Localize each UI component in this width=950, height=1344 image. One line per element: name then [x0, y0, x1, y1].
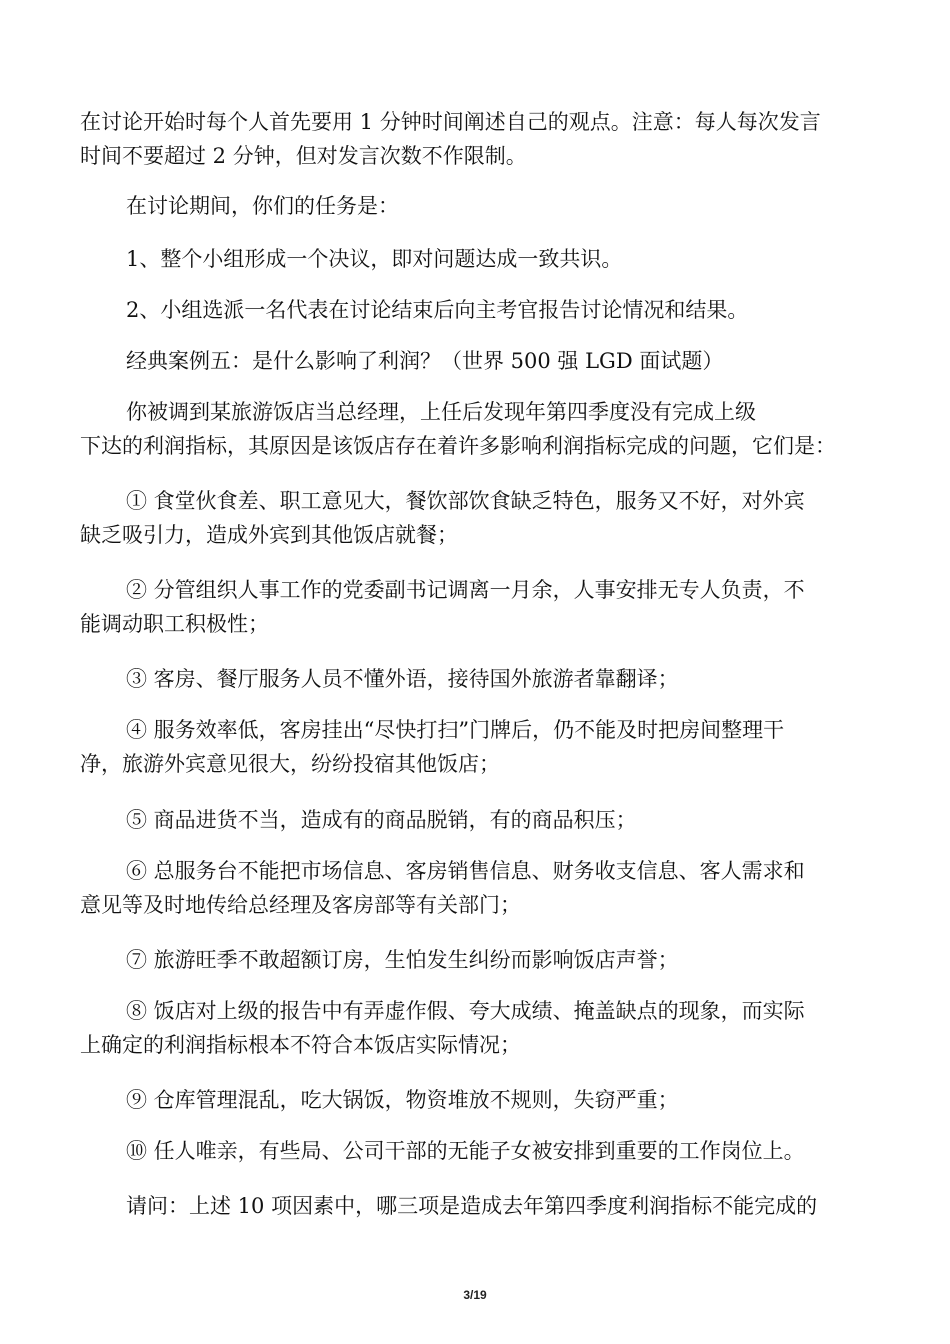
- case-intro-line-2: 下达的利润指标，其原因是该饭店存在着许多影响利润指标完成的问题，它们是：: [80, 434, 836, 458]
- task-item-2: 2、小组选派一名代表在讨论结束后向主考官报告讨论情况和结果。: [126, 298, 749, 322]
- question: 请问：上述 10 项因素中，哪三项是造成去年第四季度利润指标不能完成的: [126, 1194, 818, 1218]
- task-item-1: 1、整个小组形成一个决议，即对问题达成一致共识。: [126, 247, 623, 271]
- factor-9: ⑨ 仓库管理混乱，吃大锅饭，物资堆放不规则，失窃严重；: [126, 1088, 679, 1112]
- paragraph-1-line-2: 时间不要超过 2 分钟，但对发言次数不作限制。: [80, 144, 527, 168]
- factor-4-line-1: ④ 服务效率低，客房挂出“尽快打扫”门牌后，仍不能及时把房间整理干: [126, 718, 785, 742]
- factor-3: ③ 客房、餐厅服务人员不懂外语，接待国外旅游者靠翻译；: [126, 667, 679, 691]
- case-title: 经典案例五：是什么影响了利润？（世界 500 强 LGD 面试题）: [126, 349, 724, 373]
- factor-8-line-1: ⑧ 饭店对上级的报告中有弄虚作假、夸大成绩、掩盖缺点的现象，而实际: [126, 999, 805, 1023]
- factor-6-line-2: 意见等及时地传给总经理及客房部等有关部门；: [80, 893, 521, 917]
- factor-4-line-2: 净，旅游外宾意见很大，纷纷投宿其他饭店；: [80, 752, 500, 776]
- factor-5: ⑤ 商品进货不当，造成有的商品脱销，有的商品积压；: [126, 808, 637, 832]
- task-intro: 在讨论期间，你们的任务是：: [126, 194, 399, 218]
- factor-2-line-1: ② 分管组织人事工作的党委副书记调离一月余，人事安排无专人负责，不: [126, 578, 805, 602]
- factor-1-line-2: 缺乏吸引力，造成外宾到其他饭店就餐；: [80, 523, 458, 547]
- factor-8-line-2: 上确定的利润指标根本不符合本饭店实际情况；: [80, 1033, 521, 1057]
- factor-2-line-2: 能调动职工积极性；: [80, 612, 269, 636]
- case-intro-line-1: 你被调到某旅游饭店当总经理，上任后发现年第四季度没有完成上级: [126, 400, 756, 424]
- factor-7: ⑦ 旅游旺季不敢超额订房，生怕发生纠纷而影响饭店声誉；: [126, 948, 679, 972]
- factor-10: ⑩ 任人唯亲，有些局、公司干部的无能子女被安排到重要的工作岗位上。: [126, 1139, 805, 1163]
- factor-1-line-1: ① 食堂伙食差、职工意见大，餐饮部饮食缺乏特色，服务又不好，对外宾: [126, 489, 805, 513]
- page-number: 3/19: [463, 1288, 487, 1302]
- factor-6-line-1: ⑥ 总服务台不能把市场信息、客房销售信息、财务收支信息、客人需求和: [126, 859, 805, 883]
- paragraph-1-line-1: 在讨论开始时每个人首先要用 1 分钟时间阐述自己的观点。注意：每人每次发言: [80, 110, 821, 134]
